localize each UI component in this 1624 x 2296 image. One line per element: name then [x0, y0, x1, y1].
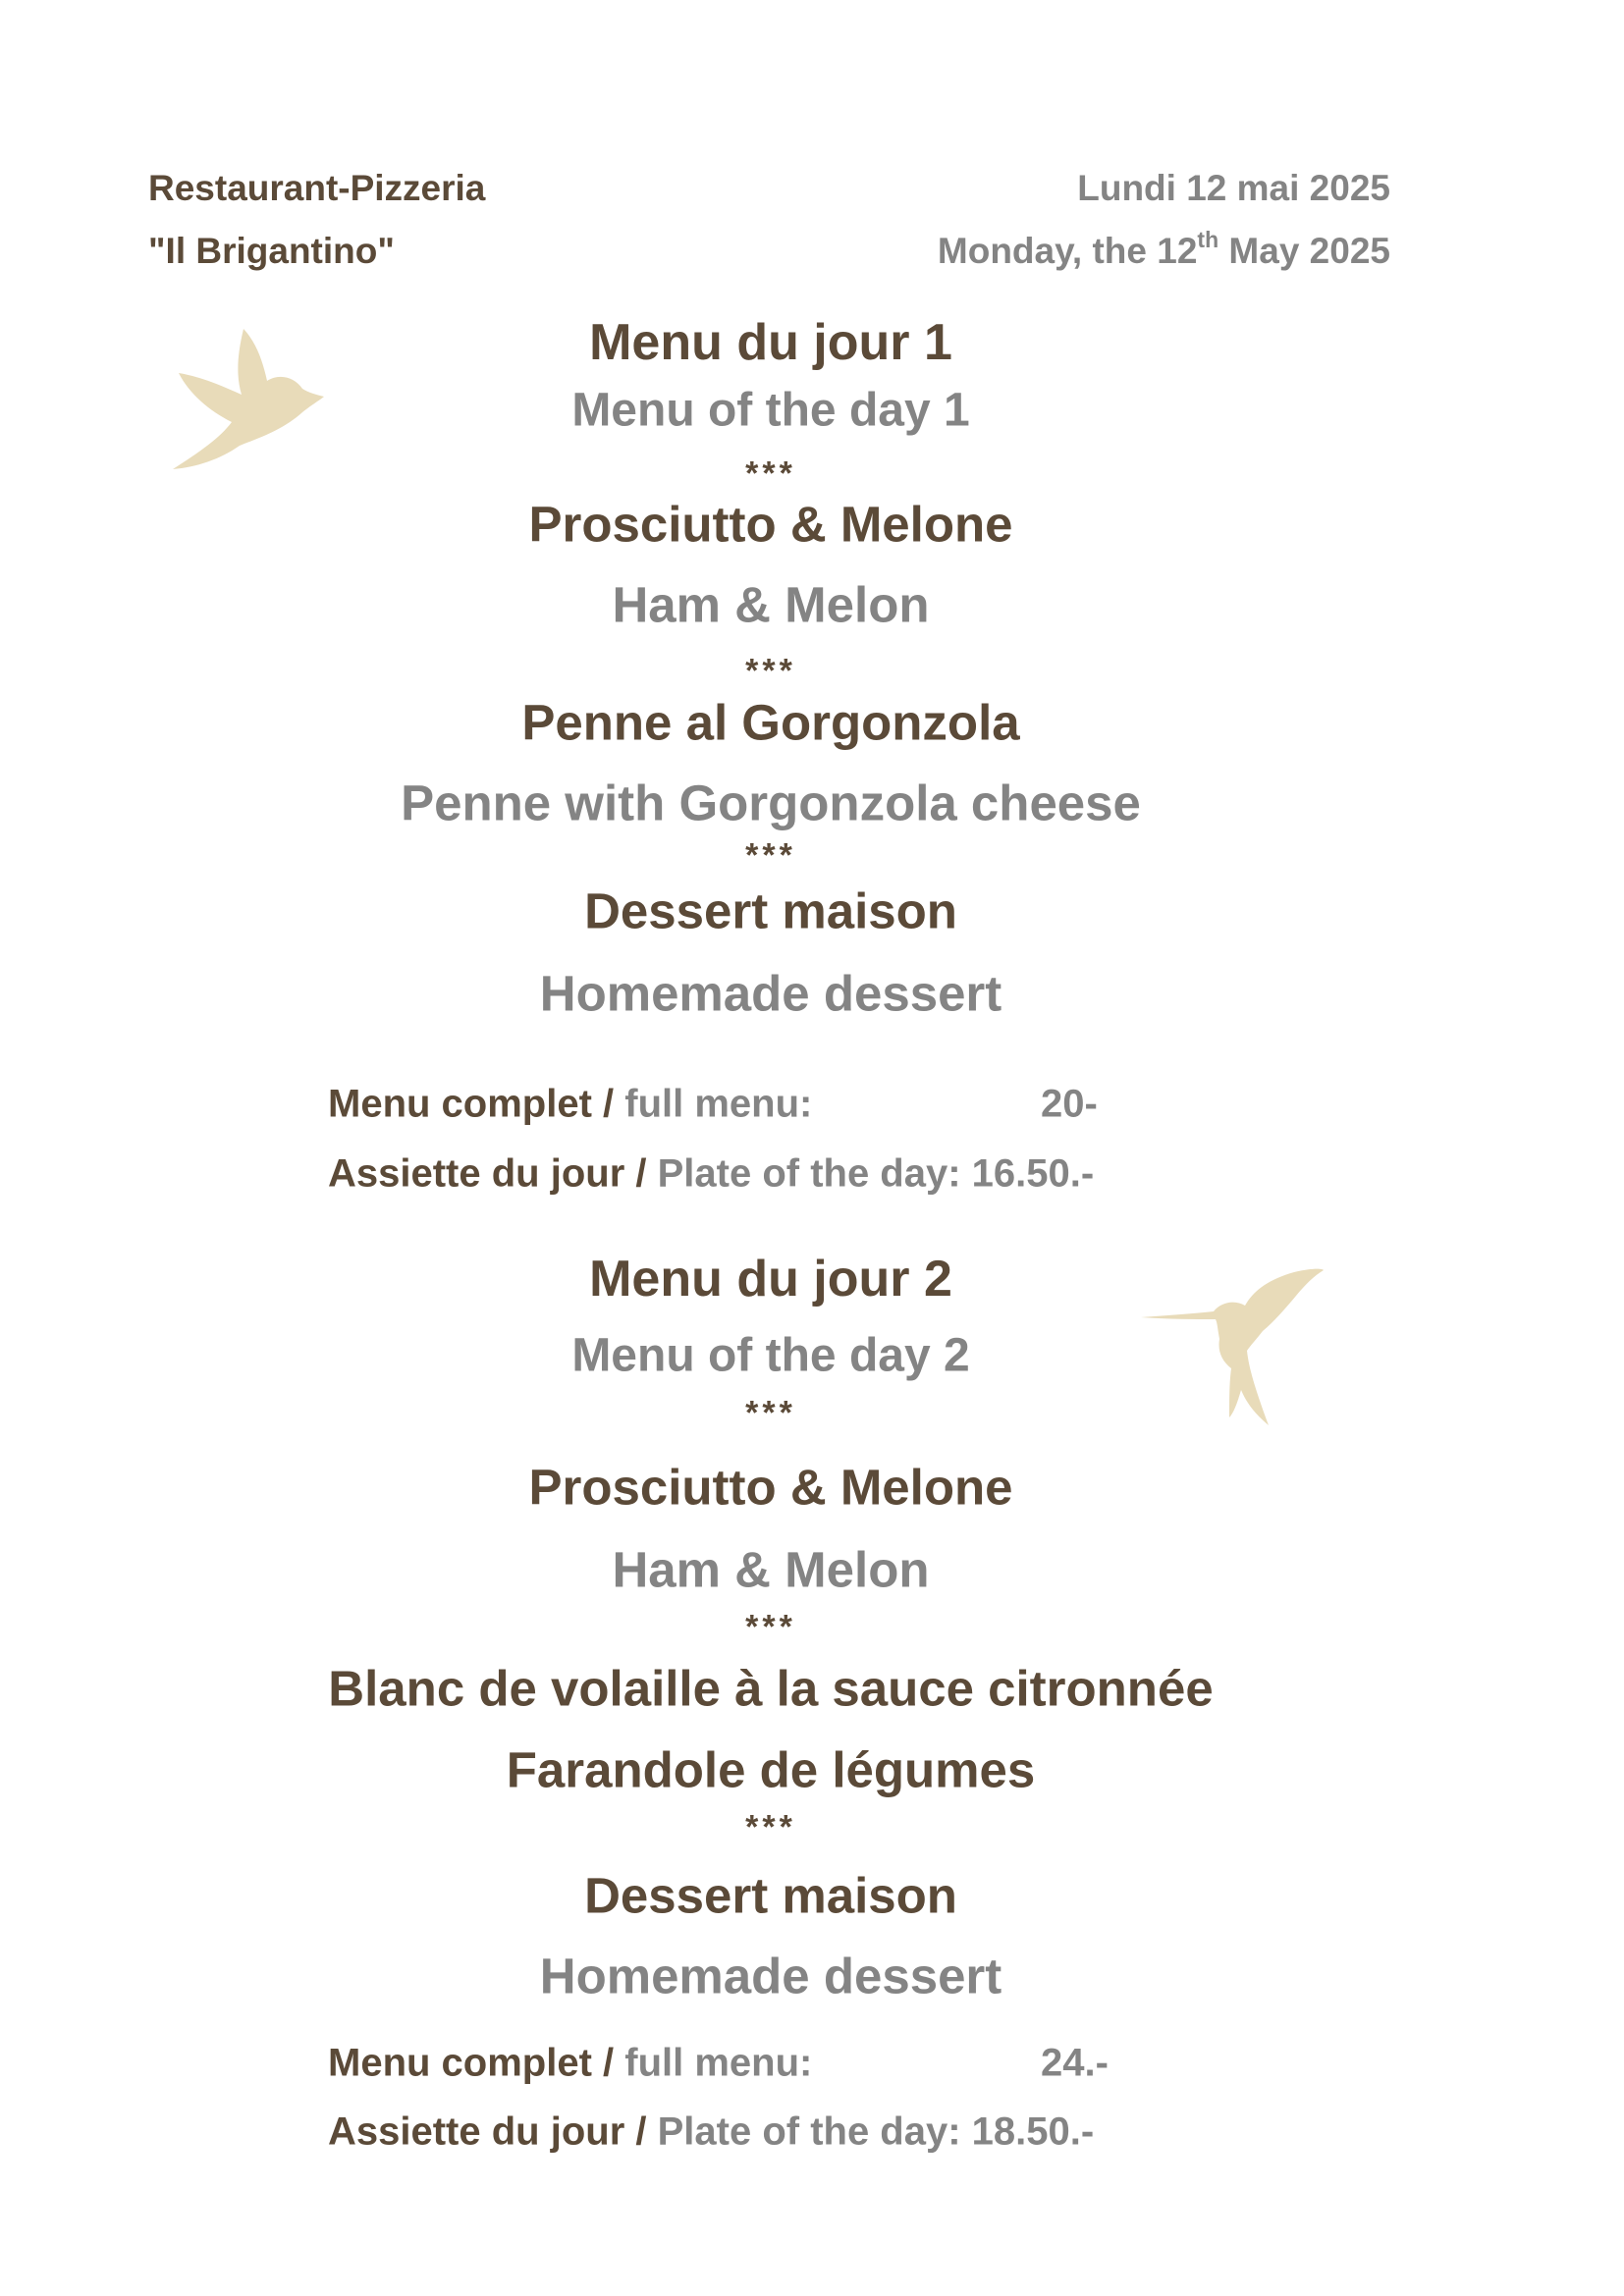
menu1-separator: *** — [745, 836, 796, 875]
menu2-full-price: 24.- — [1041, 2041, 1109, 2085]
menu1-dessert: Dessert maison — [584, 882, 957, 939]
menu1-plate-price-row: Assiette du jour / Plate of the day: 16.50.- — [328, 1151, 1095, 1196]
restaurant-name — [148, 157, 485, 283]
restaurant-name-line1: Restaurant-Pizzeria — [148, 168, 486, 208]
menu2-dessert: Dessert maison — [584, 1867, 957, 1924]
menu2-separator: *** — [745, 1608, 796, 1646]
menu1-starter: Prosciutto & Melone — [528, 496, 1013, 553]
menu2-separator: *** — [745, 1808, 796, 1846]
menu1-full-price: 20- — [1041, 1082, 1098, 1126]
date-ordinal-suffix: th — [1197, 227, 1219, 252]
menu1-plate-price: 16.50.- — [971, 1151, 1095, 1196]
menu2-subtitle: Menu of the day 2 — [571, 1329, 970, 1382]
menu2-starter: Prosciutto & Melone — [528, 1459, 1013, 1516]
menu2-title: Menu du jour 2 — [589, 1251, 952, 1308]
menu2-separator: *** — [745, 1394, 796, 1432]
menu1-separator: *** — [745, 652, 796, 690]
date-english: Monday, the 12th May 2025 — [937, 227, 1390, 271]
menu2-plate-price: 18.50.- — [971, 2109, 1095, 2154]
menu1-main: Penne al Gorgonzola — [521, 694, 1020, 751]
menu1-separator: *** — [745, 454, 796, 493]
menu1-main-english: Penne with Gorgonzola cheese — [401, 774, 1141, 831]
menu2-main-side: Farandole de légumes — [506, 1741, 1036, 1798]
menu1-dessert-english: Homemade dessert — [539, 965, 1002, 1022]
menu2-full-price-row: Menu complet / full menu: 24.- — [328, 2041, 1109, 2085]
menu1-full-price-row: Menu complet / full menu: 20- — [328, 1082, 1098, 1126]
menu1-title: Menu du jour 1 — [589, 314, 952, 371]
menu2-plate-price-row: Assiette du jour / Plate of the day: 18.50.- — [328, 2109, 1095, 2154]
menu2-dessert-english: Homemade dessert — [539, 1948, 1002, 2004]
menu2-main: Blanc de volaille à la sauce citronnée — [328, 1660, 1214, 1717]
menu1-subtitle: Menu of the day 1 — [571, 384, 970, 437]
menu-date — [938, 157, 1390, 283]
date-french: Lundi 12 mai 2025 — [1077, 168, 1390, 208]
menu1-starter-english: Ham & Melon — [612, 576, 930, 633]
restaurant-name-line2: "Il Brigantino" — [148, 231, 395, 271]
menu2-starter-english: Ham & Melon — [612, 1541, 930, 1598]
